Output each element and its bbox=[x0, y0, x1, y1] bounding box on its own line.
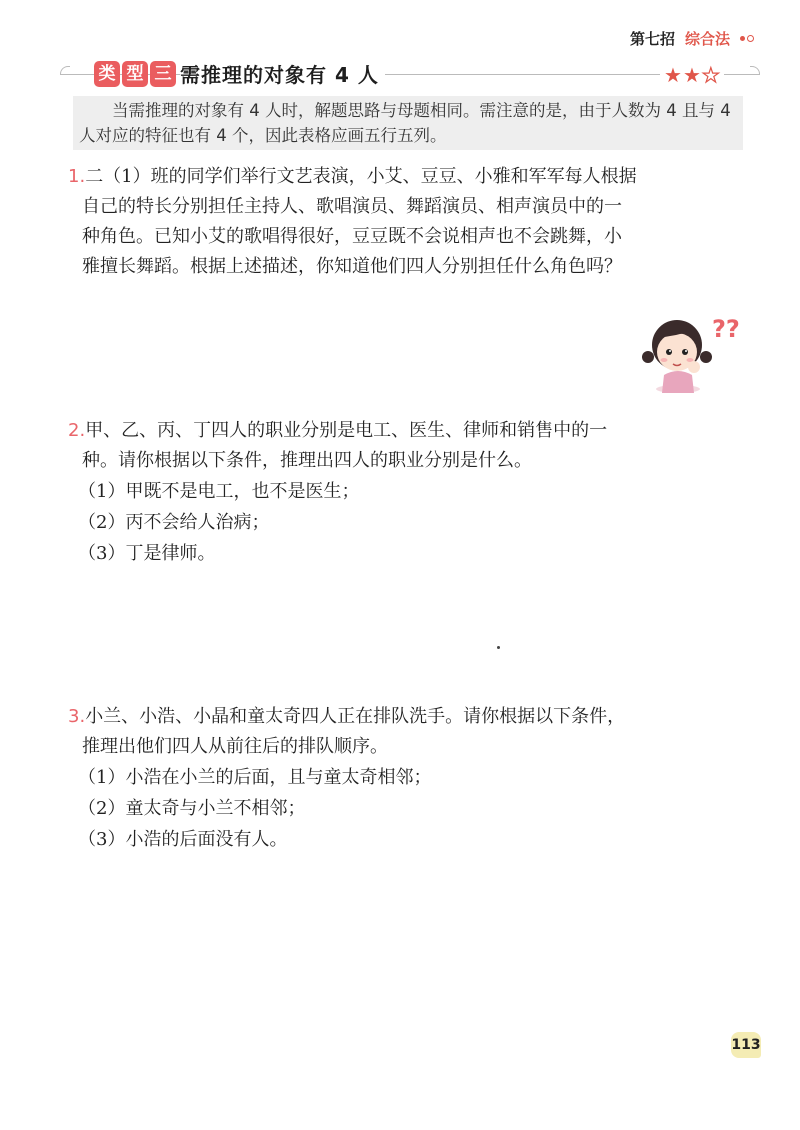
condition: （2）童太奇与小兰不相邻； bbox=[78, 798, 306, 819]
question-line: 1.二（1）班的同学们举行文艺表演，小艾、豆豆、小雅和军军每人根据 bbox=[68, 166, 637, 187]
chapter-label: 第七招 bbox=[629, 30, 675, 48]
question-marks-icon: ?? bbox=[712, 315, 740, 343]
question-line: 种。请你根据以下条件，推理出四人的职业分别是什么。 bbox=[82, 450, 532, 471]
question-1 bbox=[68, 162, 754, 282]
star-filled-icon: ★ bbox=[664, 63, 682, 87]
print-speck bbox=[497, 646, 500, 649]
condition: （3）小浩的后面没有人。 bbox=[78, 829, 288, 850]
page-number: 113 bbox=[731, 1032, 761, 1058]
type-badge-char: 型 bbox=[122, 61, 148, 87]
type-badge bbox=[94, 61, 176, 87]
question-line: 3.小兰、小浩、小晶和童太奇四人正在排队洗手。请你根据以下条件， bbox=[68, 706, 626, 727]
tip-text: 当需推理的对象有 4 人时，解题思路与母题相同。需注意的是，由于人数为 4 且与 4 人对应的特征也有 4 个，因此表格应画五行五列。 bbox=[79, 101, 731, 145]
section-title: 需推理的对象有 4 人 bbox=[180, 61, 385, 89]
condition: （3）丁是律师。 bbox=[78, 543, 216, 564]
method-label: 综合法 bbox=[684, 30, 730, 48]
question-number: 3. bbox=[68, 706, 86, 727]
type-badge-char: 类 bbox=[94, 61, 120, 87]
question-line: 推理出他们四人从前往后的排队顺序。 bbox=[82, 736, 388, 757]
star-empty-icon: ★ bbox=[701, 63, 720, 87]
type-badge-char: 三 bbox=[150, 61, 176, 87]
header-deco-icon bbox=[740, 35, 754, 42]
question-number: 2. bbox=[68, 420, 86, 441]
star-filled-icon: ★ bbox=[682, 63, 701, 87]
condition: （2）丙不会给人治病； bbox=[78, 512, 270, 533]
condition: （1）小浩在小兰的后面，且与童太奇相邻； bbox=[78, 767, 432, 788]
page-header bbox=[630, 28, 754, 49]
question-line: 种角色。已知小艾的歌唱得很好，豆豆既不会说相声也不会跳舞，小 bbox=[82, 226, 622, 247]
section-divider-left-cap bbox=[60, 66, 70, 75]
question-line: 雅擅长舞蹈。根据上述描述，你知道他们四人分别担任什么角色吗？ bbox=[82, 256, 622, 277]
thinking-girl-icon bbox=[636, 305, 746, 393]
tip-box bbox=[73, 96, 743, 150]
condition: （1）甲既不是电工，也不是医生； bbox=[78, 481, 360, 502]
question-line: 2.甲、乙、丙、丁四人的职业分别是电工、医生、律师和销售中的一 bbox=[68, 420, 608, 441]
section-divider-right-cap bbox=[750, 66, 760, 75]
difficulty-stars bbox=[660, 64, 724, 86]
question-number: 1. bbox=[68, 166, 86, 187]
question-line: 自己的特长分别担任主持人、歌唱演员、舞蹈演员、相声演员中的一 bbox=[82, 196, 622, 217]
question-2 bbox=[68, 416, 754, 569]
question-3 bbox=[68, 702, 754, 855]
